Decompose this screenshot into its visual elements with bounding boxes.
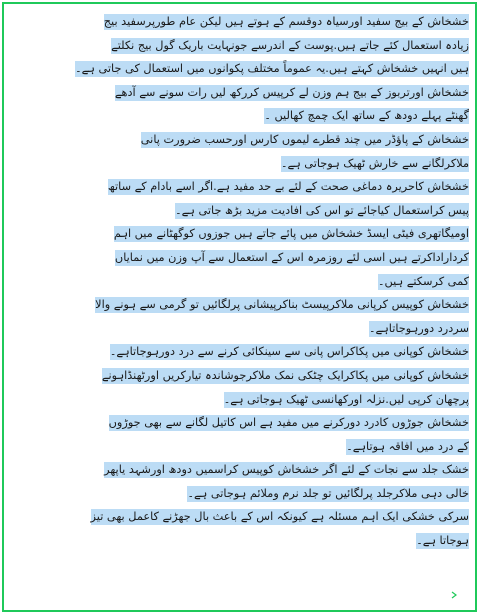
article-body <box>10 10 469 604</box>
text-line-13: خشخاش کوپیس کرپانی ملاکرپیسٹ بناکرپیشانی پرلگائیں تو گرمی سے ہونے والا <box>95 298 469 312</box>
text-line-2: زیادہ استعمال کئے جاتے ہیں.پوست کے اندرسے جونہایت باریک گول بیج نکلتے <box>111 38 469 52</box>
text-line-19: کے درد میں افاقہ ہوتاہے۔ <box>346 439 469 453</box>
text-line-20: خشک جلد سے نجات کے لئے اگر خشخاش کوپیس کراسمیں دودھ اورشہد یاپھر <box>104 463 469 477</box>
text-line-17: پرچھان کرپی لیں.نزلہ اورکھانسی ٹھیک ہوجاتی ہے۔ <box>223 392 469 406</box>
text-line-4: خشخاش اورتربوز کے بیج ہم وزن لے کرپیس کررکھ لیں رات سونے سے آدھے <box>114 85 469 99</box>
text-line-1: خشخاش کے بیج سفید اورسیاہ دوقسم کے ہوتے ہیں لیکن عام طورپرسفید بیج <box>103 15 469 28</box>
text-line-5: گھنٹے پہلے دودھ کے ساتھ ایک چمچ کھالیں ۔ <box>264 109 469 123</box>
text-line-6: خشخاش کے پاؤڈر میں چند قطرے لیموں کارس اورحسب ضرورت پانی <box>140 132 469 146</box>
text-line-15: خشخاش کوپانی میں پکاکراس پانی سے سینکائی کرنے سے درد دورہوجاتاہے۔ <box>109 345 469 359</box>
text-line-14: سردرد دورہوجاتاہے۔ <box>368 321 469 335</box>
text-line-12: کمی کرسکتے ہیں۔ <box>377 274 469 288</box>
text-line-11: کرداراداکرتے ہیں اسی لئے روزمرہ اس کے استعمال سے آپ وزن میں نمایاں <box>114 250 469 264</box>
text-line-16: خشخاش کوپانی میں پکاکرایک چٹکی نمک ملاکرجوشاندہ تیارکریں اورٹھنڈاہونے <box>101 368 469 382</box>
text-line-10: اومیگاتھری فیٹی ایسڈ خشخاش میں پائے جاتے ہیں جوزوں کوگھٹانے میں اہم <box>113 227 469 241</box>
text-line-8: خشخاش کاحریرہ دماغی صحت کے لئے بے حد مفید ہے.اگر اسے بادام کے ساتھ <box>107 180 469 194</box>
text-line-7: ملاکرلگانے سے خارش ٹھیک ہوجاتی ہے۔ <box>280 156 469 170</box>
text-line-9: پیس کراستعمال کیاجائے تو اس کی افادیت مزید بڑھ جاتی ہے۔ <box>175 203 469 217</box>
text-line-22: سرکی خشکی ایک اہم مسئلہ ہے کیونکہ اس کے باعث بال جھڑنے کاعمل بھی تیز <box>90 510 469 524</box>
text-line-3: ہیں انہیں خشخاش کہتے ہیں.یہ عموماً مختلف پکوانوں میں استعمال کی جاتی ہے۔ <box>75 62 469 76</box>
text-line-23: ہوجاتا ہے۔ <box>416 534 469 548</box>
page-frame <box>2 2 477 612</box>
text-line-21: خالی دہی ملاکرجلد پرلگائیں تو جلد نرم وملائم ہوجاتی ہے۔ <box>187 486 469 500</box>
corner-mark-icon <box>450 590 458 600</box>
text-line-18: خشخاش جوڑوں کادرد دورکرنے میں مفید ہے اس کاتیل لگانے سے بھی جوڑوں <box>108 416 469 430</box>
